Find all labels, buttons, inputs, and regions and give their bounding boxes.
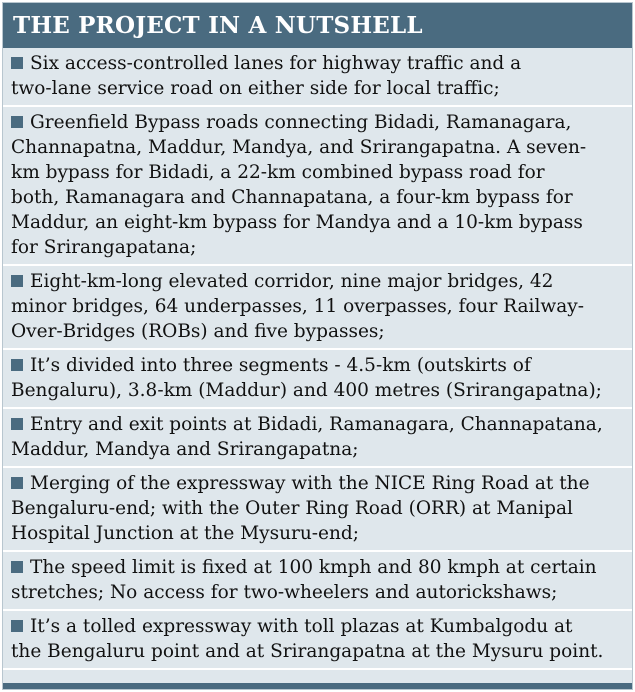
item-line: both, Ramanagara and Channapatana, a four-km bypass for	[11, 187, 573, 208]
item-line	[11, 555, 624, 580]
list-item	[3, 552, 632, 611]
item-text: Entry and exit points at Bidadi, Ramanagara, Channapatana,	[30, 414, 603, 435]
item-line	[11, 353, 624, 378]
item-line	[11, 51, 624, 76]
square-bullet-icon	[11, 561, 23, 573]
item-text: Eight-km-long elevated corridor, nine major bridges, 42	[30, 271, 554, 292]
list-item	[3, 266, 632, 350]
box-title: THE PROJECT IN A NUTSHELL	[3, 3, 632, 48]
list-item	[3, 611, 632, 670]
item-line: km bypass for Bidadi, a 22-km combined bypass road for	[11, 162, 545, 183]
item-line: Channapatna, Maddur, Mandya, and Srirangapatna. A seven-	[11, 137, 587, 158]
square-bullet-icon	[11, 275, 23, 287]
item-line	[11, 269, 624, 294]
item-line: for Srirangapatana;	[11, 237, 197, 258]
item-line: minor bridges, 64 underpasses, 11 overpasses, four Railway-	[11, 296, 584, 317]
list-item	[3, 48, 632, 107]
item-text: Merging of the expressway with the NICE Ring Road at the	[30, 473, 590, 494]
item-line	[11, 110, 624, 135]
item-line	[11, 471, 624, 496]
info-box	[2, 2, 633, 690]
square-bullet-icon	[11, 116, 23, 128]
item-text: It’s divided into three segments - 4.5-km (outskirts of	[30, 355, 531, 376]
item-line: Over-Bridges (ROBs) and five bypasses;	[11, 321, 385, 342]
item-line: the Bengaluru point and at Srirangapatna at the Mysuru point.	[11, 641, 604, 662]
item-text: Greenfield Bypass roads connecting Bidadi, Ramanagara,	[30, 112, 572, 133]
item-line: Bengaluru-end; with the Outer Ring Road (ORR) at Manipal	[11, 498, 573, 519]
list-item	[3, 107, 632, 266]
square-bullet-icon	[11, 418, 23, 430]
item-line	[11, 614, 624, 639]
item-line: Hospital Junction at the Mysuru-end;	[11, 523, 359, 544]
item-text: It’s a tolled expressway with toll plazas at Kumbalgodu at	[30, 616, 573, 637]
item-line: two-lane service road on either side for local traffic;	[11, 78, 500, 99]
square-bullet-icon	[11, 57, 23, 69]
list-item	[3, 468, 632, 552]
item-line	[11, 412, 624, 437]
square-bullet-icon	[11, 359, 23, 371]
list-item	[3, 409, 632, 468]
item-text: Six access-controlled lanes for highway traffic and a	[30, 53, 522, 74]
bottom-rule	[3, 683, 632, 689]
item-line: Maddur, an eight-km bypass for Mandya and a 10-km bypass	[11, 212, 583, 233]
list-item	[3, 350, 632, 409]
item-line: stretches; No access for two-wheelers and autorickshaws;	[11, 582, 558, 603]
square-bullet-icon	[11, 620, 23, 632]
square-bullet-icon	[11, 477, 23, 489]
item-line: Maddur, Mandya and Srirangapatna;	[11, 439, 359, 460]
item-text: The speed limit is fixed at 100 kmph and 80 kmph at certain	[30, 557, 597, 578]
item-line: Bengaluru), 3.8-km (Maddur) and 400 metres (Srirangapatna);	[11, 380, 602, 401]
